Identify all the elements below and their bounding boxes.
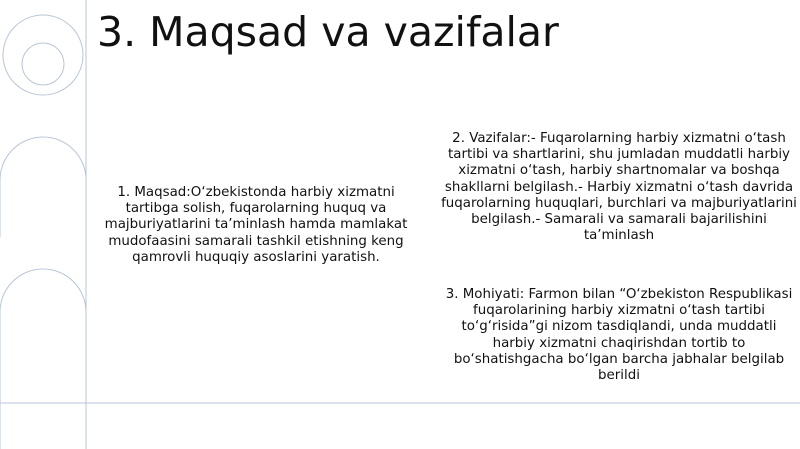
slide-title: 3. Maqsad va vazifalar xyxy=(97,8,559,56)
goal-paragraph: 1. Maqsad:O‘zbekistonda harbiy xizmatni tartibga solish, fuqarolarning huquq va majburiyatlarini ta’minlash hamda mamlakat mudofaasini samarali tashkil etishning keng qamrovli huquqiy asoslarini yaratish. xyxy=(104,185,408,265)
decorative-circle-large xyxy=(3,15,83,95)
essence-paragraph: 3. Mohiyati: Farmon bilan “O‘zbekiston Respublikasi fuqarolarining harbiy xizmatni o‘tash tartibi to‘g‘risida”gi nizom tasdiqlandi, unda muddatli harbiy xizmatni chaqirishdan tortib to bo‘shatishgacha bo‘lgan barcha jabhalar belgilab berildi xyxy=(445,287,793,384)
tasks-paragraph: 2. Vazifalar:- Fuqarolarning harbiy xizmatni o‘tash tartibi va shartlarini, shu jumladan muddatli harbiy xizmatni o‘tash, harbiy shartnomalar va boshqa shakllarni belgilash.- Harbiy xizmatni o‘tash davrida fuqarolarning huquqlari, burchlari va majburiyatlarini belgilash.- Samarali va samarali bajarilishini ta’minlash xyxy=(441,131,797,244)
decorative-arch-upper xyxy=(0,137,86,237)
decorative-arch-lower xyxy=(0,269,86,449)
decorative-circle-small xyxy=(22,43,64,85)
